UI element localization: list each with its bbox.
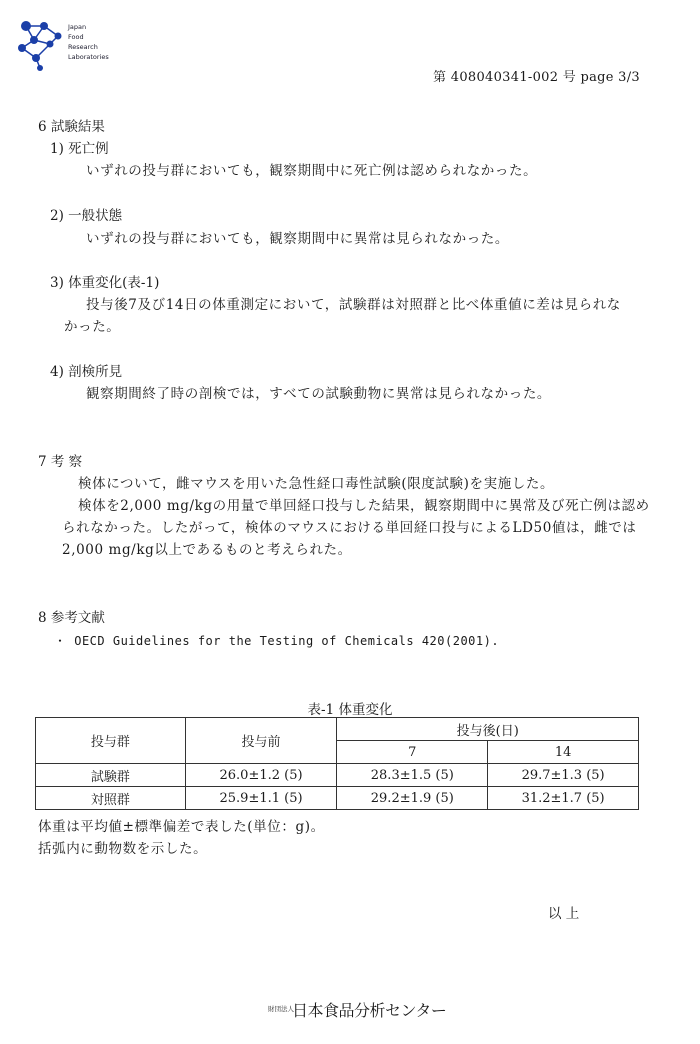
reference-item: ・ OECD Guidelines for the Testing of Chemicals 420(2001). xyxy=(54,634,500,648)
header-day: 14 xyxy=(488,741,639,764)
cell-group: 対照群 xyxy=(36,787,186,810)
cell-group: 試験群 xyxy=(36,764,186,787)
paragraph-line: 2,000 mg/kg以上であるものと考えられた。 xyxy=(62,542,352,558)
logo-text xyxy=(68,22,109,62)
cell-value: 26.0±1.2 (5) xyxy=(185,764,337,787)
paragraph-line: 投与後7及び14日の体重測定において，試験群は対照群と比べ体重値に差は見られな xyxy=(86,297,621,313)
paragraph-line: 検体について，雌マウスを用いた急性経口毒性試験(限度試験)を実施した。 xyxy=(78,476,555,492)
subsection-heading: 2) 一般状態 xyxy=(50,208,123,224)
subsection-heading: 3) 体重変化(表-1) xyxy=(50,275,160,291)
cell-value: 29.7±1.3 (5) xyxy=(488,764,639,787)
logo-line: Japan xyxy=(68,23,87,31)
subsection-heading: 1) 死亡例 xyxy=(50,141,109,157)
paragraph-line: られなかった。したがって，検体のマウスにおける単回経口投与によるLD50値は，雌では xyxy=(62,520,637,536)
table-note: 体重は平均値±標準偏差で表した(単位：g)。 xyxy=(38,819,325,835)
body-weight-table xyxy=(35,717,639,810)
section-6-title: 6 試験結果 xyxy=(38,119,105,135)
table-note: 括弧内に動物数を示した。 xyxy=(38,841,208,857)
footer-prefix: 財団法人 xyxy=(268,1005,294,1013)
header-group: 投与群 xyxy=(36,718,186,764)
logo-line: Laboratories xyxy=(68,53,109,61)
cell-value: 28.3±1.5 (5) xyxy=(337,764,488,787)
closing-mark: 以 上 xyxy=(548,906,580,922)
cell-value: 25.9±1.1 (5) xyxy=(185,787,337,810)
paragraph-line: 検体を2,000 mg/kgの用量で単回経口投与した結果，観察期間中に異常及び死亡例は認め xyxy=(78,498,650,514)
section-7-title: 7 考 察 xyxy=(38,454,83,470)
header-day: 7 xyxy=(337,741,488,764)
paragraph-line: いずれの投与群においても，観察期間中に異常は見られなかった。 xyxy=(86,231,509,247)
subsection-heading: 4) 剖検所見 xyxy=(50,364,123,380)
cell-value: 29.2±1.9 (5) xyxy=(337,787,488,810)
logo-line: Food xyxy=(68,33,84,41)
logo-line: Research xyxy=(68,43,98,51)
header-before: 投与前 xyxy=(185,718,337,764)
molecule-logo-icon xyxy=(14,18,70,72)
section-8-title: 8 参考文献 xyxy=(38,610,105,626)
table-header-row xyxy=(36,718,639,741)
company-logo xyxy=(14,18,124,72)
paragraph-line: いずれの投与群においても，観察期間中に死亡例は認められなかった。 xyxy=(86,163,538,179)
paragraph-line: かった。 xyxy=(64,319,121,335)
cell-value: 31.2±1.7 (5) xyxy=(488,787,639,810)
table-row xyxy=(36,764,639,787)
document-number: 第 408040341-002 号 page 3/3 xyxy=(433,70,640,85)
table-row xyxy=(36,787,639,810)
footer-organization: 日本食品分析センター xyxy=(292,1001,447,1020)
paragraph-line: 観察期間終了時の剖検では，すべての試験動物に異常は見られなかった。 xyxy=(86,386,552,402)
table-title: 表-1 体重変化 xyxy=(307,702,393,718)
header-after: 投与後(日) xyxy=(337,718,639,741)
